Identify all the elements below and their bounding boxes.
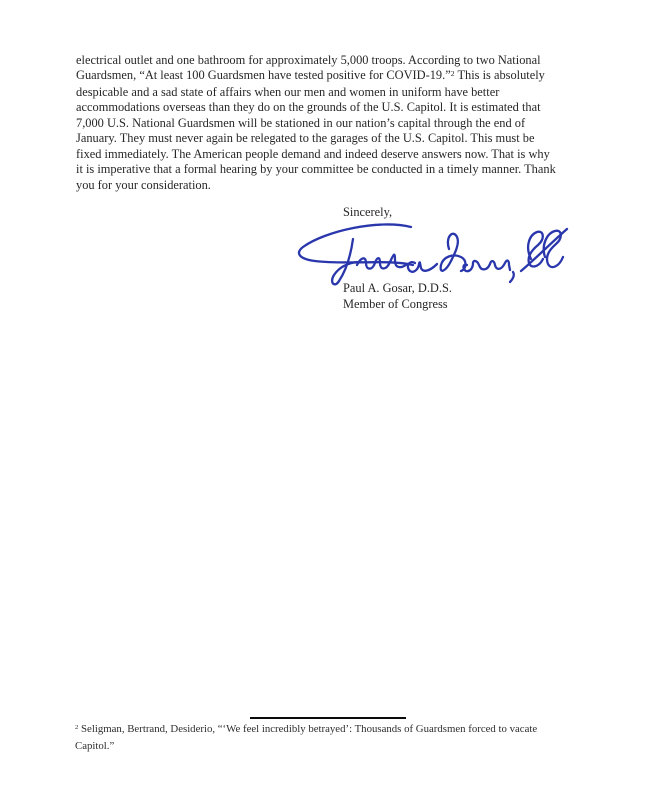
footnote-marker: 2 xyxy=(75,724,79,731)
footnote-text: Seligman, Bertrand, Desiderio, “‘We feel incredibly betrayed’: Thousands of Guardsmen forced to vacate xyxy=(78,723,538,735)
signature-block xyxy=(343,281,452,312)
footnote xyxy=(75,722,537,753)
body-line-text: This is absolutely xyxy=(454,68,545,83)
body-line: you for your consideration. xyxy=(76,177,211,192)
body-line xyxy=(76,68,556,84)
footnote-separator xyxy=(250,717,406,719)
footnote-line xyxy=(75,722,537,739)
body-line: it is imperative that a formal hearing by your committee be conducted in a timely manner. Thank xyxy=(76,162,556,177)
body-line-text: Guardsmen, “At least 100 Guardsmen have tested positive for COVID-19.” xyxy=(76,68,451,83)
closing-salutation: Sincerely, xyxy=(343,205,393,219)
footnote-line: Capitol.” xyxy=(75,739,115,752)
footnote-reference-2: 2 xyxy=(450,69,455,78)
body-line: despicable and a sad state of affairs when our men and women in uniform have better xyxy=(76,84,500,99)
letter-body-paragraph xyxy=(76,53,556,193)
body-line: accommodations overseas than they do on the grounds of the U.S. Capitol. It is estimated that xyxy=(76,100,541,115)
body-line: January. They must never again be relegated to the garages of the U.S. Capitol. This must be xyxy=(76,131,535,146)
signature-strokes xyxy=(299,224,567,284)
body-line: electrical outlet and one bathroom for approximately 5,000 troops. According to two National xyxy=(76,53,541,67)
signer-name: Paul A. Gosar, D.D.S. xyxy=(343,281,452,295)
body-line: fixed immediately. The American people demand and indeed deserve answers now. That is why xyxy=(76,146,550,161)
signer-title: Member of Congress xyxy=(343,296,448,311)
body-line: 7,000 U.S. National Guardsmen will be stationed in our nation’s capital through the end of xyxy=(76,115,526,130)
